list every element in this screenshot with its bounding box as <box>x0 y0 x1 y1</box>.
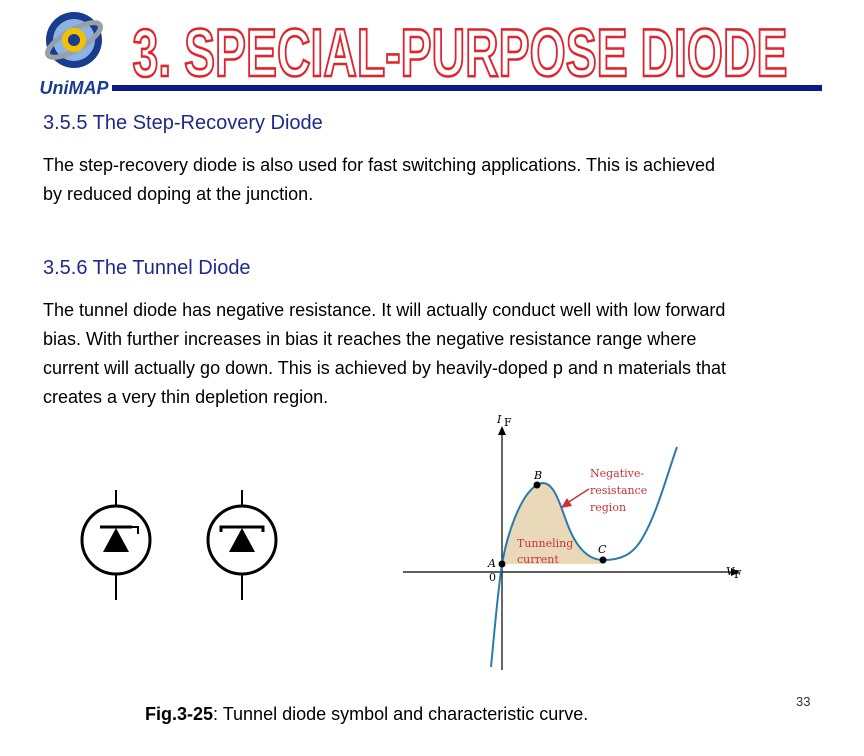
figure-caption-number: Fig.3-25 <box>145 704 214 724</box>
point-a-marker <box>499 561 506 568</box>
body-line: The step-recovery diode is also used for fast switching applications. This is achieved <box>43 155 716 175</box>
body-line: by reduced doping at the junction. <box>43 184 314 204</box>
figure-caption-text: : Tunnel diode symbol and characteristic curve. <box>213 704 589 724</box>
section-heading-step-recovery: 3.5.5 The Step-Recovery Diode <box>43 112 323 134</box>
tunneling-label-line: current <box>517 553 559 566</box>
unimap-logo <box>34 8 114 100</box>
neg-res-line: resistance <box>590 484 648 497</box>
negative-resistance-arrow <box>567 489 589 503</box>
body-line: current will actually go down. This is achieved by heavily-doped p and n materials that <box>43 358 727 378</box>
y-axis-sub: F <box>504 416 512 429</box>
neg-res-line: Negative- <box>590 467 645 480</box>
x-axis-label: V <box>726 565 734 578</box>
x-axis-sub: F <box>734 568 742 581</box>
slide-title <box>120 14 800 82</box>
origin-label: 0 <box>489 571 496 584</box>
section-body-tunnel-diode <box>43 296 823 412</box>
point-c-label: C <box>598 543 607 556</box>
body-line: bias. With further increases in bias it reaches the negative resistance range where <box>43 329 697 349</box>
negative-resistance-label <box>590 467 647 514</box>
title-underline <box>112 85 822 91</box>
figure-caption <box>145 704 588 725</box>
tunnel-diode-characteristic-curve <box>395 405 755 675</box>
tunnel-diode-symbol-right <box>208 490 276 600</box>
tunneling-region-shade <box>502 483 603 564</box>
tunnel-diode-symbols <box>70 490 310 600</box>
y-axis-label: I <box>497 413 502 426</box>
section-body-step-recovery <box>43 151 823 209</box>
page-number: 33 <box>796 694 811 709</box>
point-b-label: B <box>534 469 543 482</box>
point-a-label: A <box>488 557 496 570</box>
tunnel-diode-symbol-left <box>82 490 150 600</box>
negative-resistance-arrowhead <box>561 498 572 508</box>
tunneling-label-line: Tunneling <box>517 537 574 550</box>
neg-res-line: region <box>590 501 627 514</box>
point-b-marker <box>534 482 541 489</box>
body-line: The tunnel diode has negative resistance. It will actually conduct well with low forward <box>43 300 726 320</box>
section-heading-tunnel-diode: 3.5.6 The Tunnel Diode <box>43 257 251 279</box>
point-c-marker <box>600 557 607 564</box>
logo-text: UniMAP <box>39 78 109 98</box>
body-line: creates a very thin depletion region. <box>43 387 329 407</box>
slide-title-text: 3. SPECIAL-PURPOSE DIODE <box>132 15 788 82</box>
